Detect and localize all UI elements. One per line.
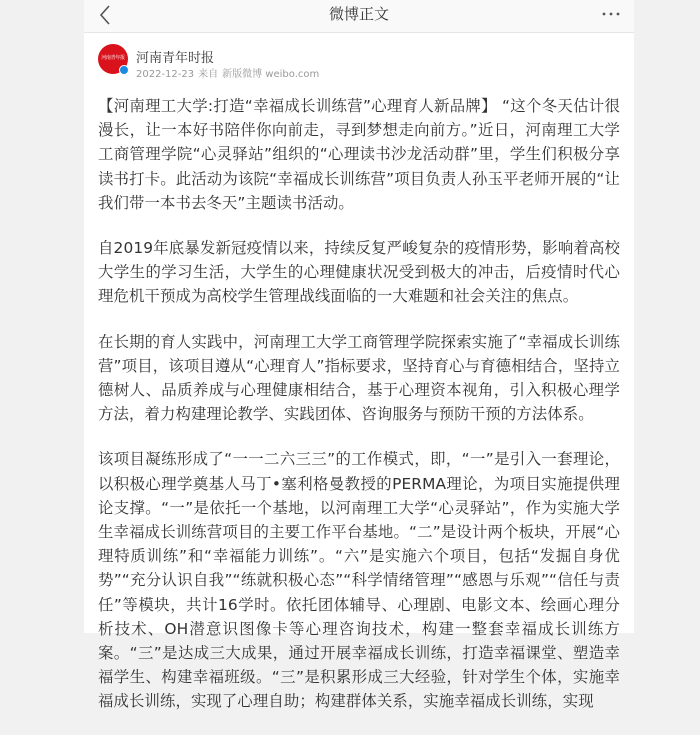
more-options-button[interactable] bbox=[598, 4, 624, 24]
page-title: 微博正文 bbox=[328, 5, 389, 23]
top-navigation-bar bbox=[84, 0, 634, 33]
post-paragraph: 该项目凝练形成了“一一二六三三”的工作模式，即，“一”是引入一套理论，以积极心理学奠基人马丁•塞利格曼教授的PERMA理论，为项目实施提供理论支撑。“一”是依托一个基地，以河南理工大学“心灵驿站”，作为实施大学生幸福成长训练营项目的主要工作平台基地。“二”是设计两个板块，开展“心理特质训练”和“幸福能力训练”。“六”是实施六个项目，包括“发掘自身优势”“充分认识自我”“练就积极心态”“科学情绪管理”“感恩与乐观”“信任与责任”等模块，共计16学时。依托团体辅导、心理剧、电影文本、绘画心理分析技术、OH潜意识图像卡等心理咨询技术，构建一整套幸福成长训练方案。“三”是达成三大成果，通过开展幸福成长训练，打造幸福课堂、塑造幸福学生、构建幸福班级。“三”是积累形成三大经验，针对学生个体，实施幸福成长训练，实现了心理自助；构建群体关系，实施幸福成长训练，实现 bbox=[98, 450, 620, 711]
post-content bbox=[98, 94, 620, 735]
author-name[interactable]: 河南青年时报 bbox=[136, 51, 215, 66]
post-date: 2022-12-23 bbox=[136, 69, 195, 80]
post-source: 新版微博 weibo.com bbox=[222, 69, 320, 80]
verified-badge-icon bbox=[119, 65, 129, 75]
post-paragraph: 在长期的育人实践中，河南理工大学工商管理学院探索实施了“幸福成长训练营”项目，该项目遵从“心理育人”指标要求，坚持育心与育德相结合，坚持立德树人、品质养成与心理健康相结合，基于心理资本视角，引入积极心理学方法，着力构建理论教学、实践团体、咨询服务与预防干预的方法体系。 bbox=[98, 332, 620, 424]
post-meta bbox=[136, 65, 323, 80]
post-column bbox=[84, 0, 634, 711]
more-dots-icon bbox=[598, 4, 624, 24]
post-paragraph: 【河南理工大学:打造“幸福成长训练营”心理育人新品牌】 “这个冬天估计很漫长，让一本好书陪伴你向前走，寻到梦想走向前方。”近日，河南理工大学工商管理学院“心灵驿站”组织的“心理读书沙龙活动群”里，学生们积极分享读书打卡。此活动为该院“幸福成长训练营”项目负责人孙玉平老师开展的“让我们带一本书去冬天”主题读书活动。 bbox=[98, 97, 620, 212]
source-prefix: 来自 bbox=[198, 69, 219, 80]
post-paragraph: 自2019年底暴发新冠疫情以来，持续反复严峻复杂的疫情形势，影响着高校大学生的学习生活，大学生的心理健康状况受到极大的冲击，后疫情时代心理危机干预成为高校学生管理战线面临的一大难题和社会关注的焦点。 bbox=[98, 239, 620, 306]
avatar-logo-text: 河南青年报 bbox=[101, 55, 125, 61]
